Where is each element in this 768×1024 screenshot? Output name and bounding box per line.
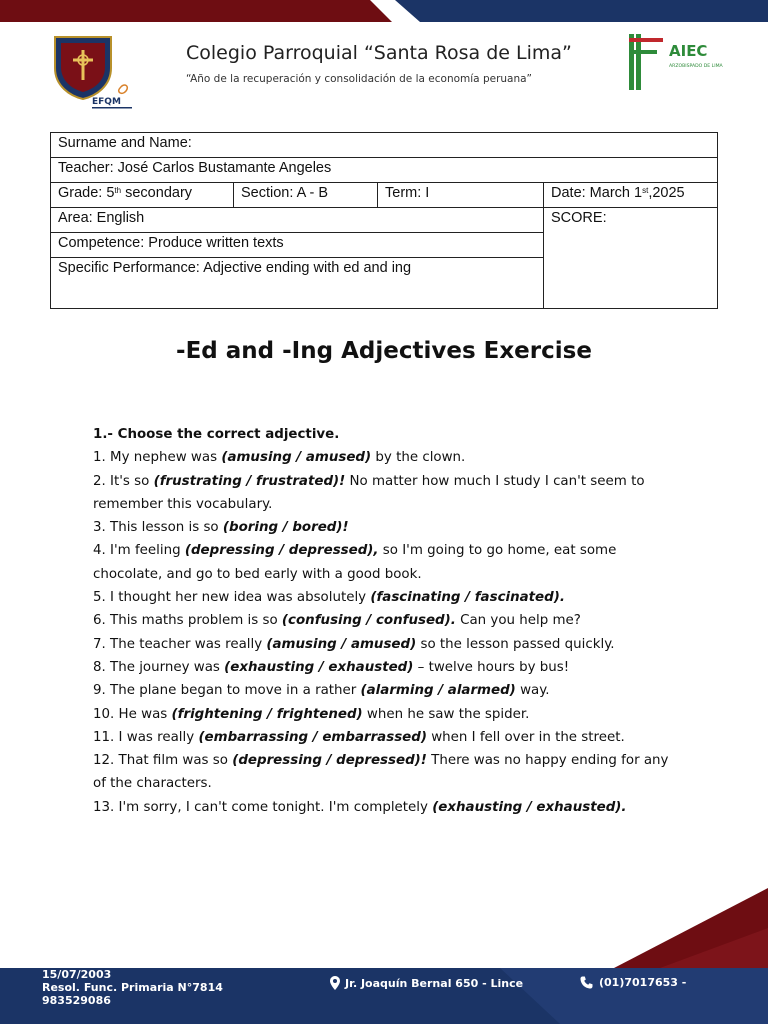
footer-phone [580,976,686,989]
area-field: Area: English [58,210,145,226]
adjective-options[interactable]: (amusing / amused) [221,450,372,466]
exercise-item [93,749,683,796]
row-teacher [51,158,717,183]
exercise-item [93,679,683,702]
footer-resolution: Resol. Func. Primaria N°7814 [42,981,223,994]
footer-address [330,976,523,990]
item-text: 2. It's so [93,473,154,489]
adjective-options[interactable]: (confusing / confused). [281,613,456,629]
item-text: by the clown. [371,450,466,466]
item-text: 9. The plane began to move in a rather [93,683,361,699]
item-text: so I'm going to go home, eat some chocolate, and go to bed early with a good book. [93,543,617,582]
row-grade [51,183,717,208]
efqm-label: EFQM [92,97,121,107]
exercise-item [93,633,683,656]
exercise-item [93,516,683,539]
exercise-item [93,796,683,819]
item-text: – twelve hours by bus! [413,659,570,675]
footer [0,968,768,1024]
surname-field[interactable]: Surname and Name: [58,135,192,151]
adjective-options[interactable]: (depressing / depressed)! [232,753,427,769]
grade-field: Grade: 5th secondary [58,185,193,201]
footer-date: 15/07/2003 [42,968,112,981]
school-name: Colegio Parroquial “Santa Rosa de Lima” [186,42,572,64]
footer-mobile: 983529086 [42,994,111,1007]
adjective-options[interactable]: (exhausting / exhausted). [432,799,627,815]
exercise-title: -Ed and -Ing Adjectives Exercise [176,338,592,364]
item-text: 13. I'm sorry, I can't come tonight. I'm completely [93,799,433,815]
year-motto: “Año de la recuperación y consolidación de la economía peruana” [186,73,532,85]
adjective-options[interactable]: (frustrating / frustrated)! [153,473,346,489]
item-text: 1. My nephew was [93,450,222,466]
item-text: 7. The teacher was really [93,636,267,652]
exercise-item [93,656,683,679]
student-info-table [50,132,718,309]
address-text: Jr. Joaquín Bernal 650 - Lince [345,976,524,990]
adjective-options[interactable]: (depressing / depressed), [184,543,379,559]
adjective-options[interactable]: (embarrassing / embarrassed) [198,729,427,745]
adjective-options[interactable]: (fascinating / fascinated). [370,590,565,606]
date-field: Date: March 1st,2025 [551,185,685,201]
top-banner [0,0,768,22]
exercise-item [93,470,683,517]
footer-left [42,968,223,1007]
row-area [51,208,544,233]
efqm-logo [90,82,142,112]
row-competence [51,233,544,258]
exercise-items [93,446,683,819]
exercise-item [93,703,683,726]
item-text: 4. I'm feeling [93,543,185,559]
aiec-label: AIEC [669,42,708,60]
row-performance [51,258,544,308]
adjective-options[interactable]: (boring / bored)! [222,520,349,536]
item-text: so the lesson passed quickly. [416,636,615,652]
row-surname [51,133,717,158]
phone-text: (01)7017653 - [599,976,687,989]
aiec-sub: ARZOBISPADO DE LIMA [669,64,723,69]
item-text: No matter how much I study I can't seem to remember this vocabulary. [93,473,645,512]
item-text: There was no happy ending for any of the characters. [93,753,669,792]
exercise-item [93,586,683,609]
teacher-field: Teacher: José Carlos Bustamante Angeles [58,160,332,176]
section-field: Section: A - B [241,185,329,201]
phone-icon [580,976,593,989]
item-text: 5. I thought her new idea was absolutely [93,590,371,606]
item-text: 8. The journey was [93,659,225,675]
adjective-options[interactable]: (frightening / frightened) [171,706,363,722]
exercise-item [93,539,683,586]
item-text: 3. This lesson is so [93,520,223,536]
adjective-options[interactable]: (exhausting / exhausted) [224,659,414,675]
adjective-options[interactable]: (amusing / amused) [266,636,417,652]
term-field: Term: I [385,185,430,201]
item-text: 6. This maths problem is so [93,613,282,629]
exercise-item [93,609,683,632]
location-pin-icon [330,976,340,990]
exercise-heading: 1.- Choose the correct adjective. [93,427,340,442]
item-text: 10. He was [93,706,172,722]
item-text: when he saw the spider. [362,706,530,722]
score-field[interactable]: SCORE: [551,210,607,226]
exercise-item [93,446,683,469]
exercise-item [93,726,683,749]
item-text: Can you help me? [455,613,581,629]
competence-field: Competence: Produce written texts [58,235,284,251]
item-text: way. [515,683,550,699]
aiec-logo [627,32,723,92]
item-text: when I fell over in the street. [426,729,625,745]
item-text: 12. That film was so [93,753,233,769]
exercise-section [93,423,683,819]
adjective-options[interactable]: (alarming / alarmed) [360,683,516,699]
item-text: 11. I was really [93,729,199,745]
performance-field: Specific Performance: Adjective ending with ed and ing [58,260,412,276]
